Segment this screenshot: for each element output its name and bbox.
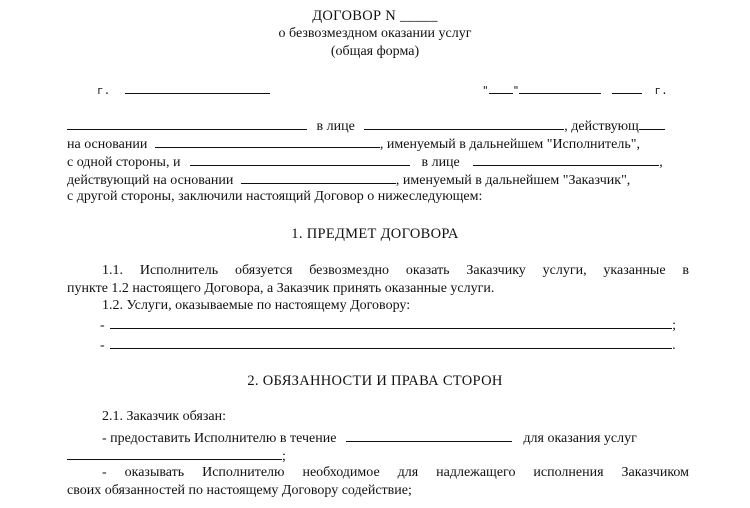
- in-person-label: в лице: [316, 119, 355, 134]
- customer-named-label: , именуемый в дальнейшем "Заказчик",: [395, 173, 631, 188]
- duty-1-end: для оказания услуг: [523, 431, 637, 446]
- document-subtitle: о безвозмездном оказании услуг: [278, 26, 472, 41]
- city-field: [97, 80, 270, 100]
- city-blank[interactable]: [125, 80, 270, 94]
- executor-name-blank[interactable]: [67, 116, 307, 130]
- duty-1-period-blank[interactable]: [346, 428, 512, 442]
- duty-2-text: - оказывать Исполнителю необходимое для надлежащего исполнения Заказчиком: [102, 465, 689, 480]
- customer-basis-blank[interactable]: [241, 170, 396, 184]
- item-end: ;: [672, 318, 677, 333]
- duty-1-line-2: [67, 446, 286, 466]
- preamble-line-1: [67, 116, 665, 136]
- month-blank[interactable]: [519, 80, 601, 94]
- duty-1-line-1: [102, 428, 637, 448]
- clause-2-1: 2.1. Заказчик обязан:: [102, 409, 226, 424]
- service-item-2: [100, 335, 676, 355]
- section-1-heading: 1. ПРЕДМЕТ ДОГОВОРА: [291, 226, 459, 242]
- duty-1-items-blank[interactable]: [67, 446, 282, 460]
- in-person-label-2: в лице: [421, 155, 460, 170]
- form-note: (общая форма): [330, 44, 420, 59]
- clause-1-1-line-2: пункте 1.2 настоящего Договора, а Заказчик принять оказанные услуги.: [67, 281, 495, 296]
- item-dash: -: [100, 338, 105, 353]
- preamble-line-2: [67, 134, 640, 154]
- executor-named-label: , именуемый в дальнейшем "Исполнитель",: [379, 137, 640, 152]
- duty-2-line-2: своих обязанностей по настоящему Договору содействие;: [67, 483, 412, 498]
- section-2-heading: 2. ОБЯЗАННОСТИ И ПРАВА СТОРОН: [247, 373, 503, 389]
- date-field: [482, 80, 668, 100]
- service-item-1-blank[interactable]: [110, 315, 672, 329]
- clause-1-2: 1.2. Услуги, оказываемые по настоящему Договору:: [102, 298, 411, 313]
- document-title: ДОГОВОР N _____: [312, 8, 438, 24]
- service-item-1: [100, 315, 676, 335]
- day-blank[interactable]: [489, 80, 513, 94]
- item-end: .: [672, 338, 676, 353]
- quote-close: ": [512, 84, 520, 97]
- executor-representative-blank[interactable]: [364, 116, 564, 130]
- duty-1-cont-end: ;: [282, 449, 286, 464]
- executor-basis-blank[interactable]: [155, 134, 380, 148]
- clause-1-1-text: 1.1. Исполнитель обязуется безвозмездно оказать Заказчику услуги, указанные в: [102, 263, 689, 278]
- acting-label: , действующ: [564, 119, 639, 134]
- acting-ending-blank[interactable]: [639, 116, 665, 130]
- item-dash: -: [100, 318, 105, 333]
- preamble-line-5: с другой стороны, заключили настоящий Договор о нижеследующем:: [67, 189, 483, 204]
- quote-open: ": [482, 84, 489, 97]
- basis-label: на основании: [67, 137, 148, 152]
- acting-basis-label: действующий на основании: [67, 173, 234, 188]
- year-blank[interactable]: [612, 80, 642, 94]
- duty-2-line-1: [67, 464, 689, 482]
- clause-1-1-line-1: [67, 262, 689, 280]
- customer-representative-blank[interactable]: [473, 152, 659, 166]
- duty-1-start: - предоставить Исполнителю в течение: [102, 431, 337, 446]
- year-suffix: г.: [654, 84, 668, 97]
- one-side-label: с одной стороны, и: [67, 155, 181, 170]
- preamble-line-3: с одной стороны, и в лице ,: [67, 152, 663, 172]
- service-item-2-blank[interactable]: [110, 335, 672, 349]
- city-prefix: г.: [97, 84, 111, 97]
- customer-name-blank[interactable]: [190, 152, 410, 166]
- preamble-line-4: [67, 170, 630, 190]
